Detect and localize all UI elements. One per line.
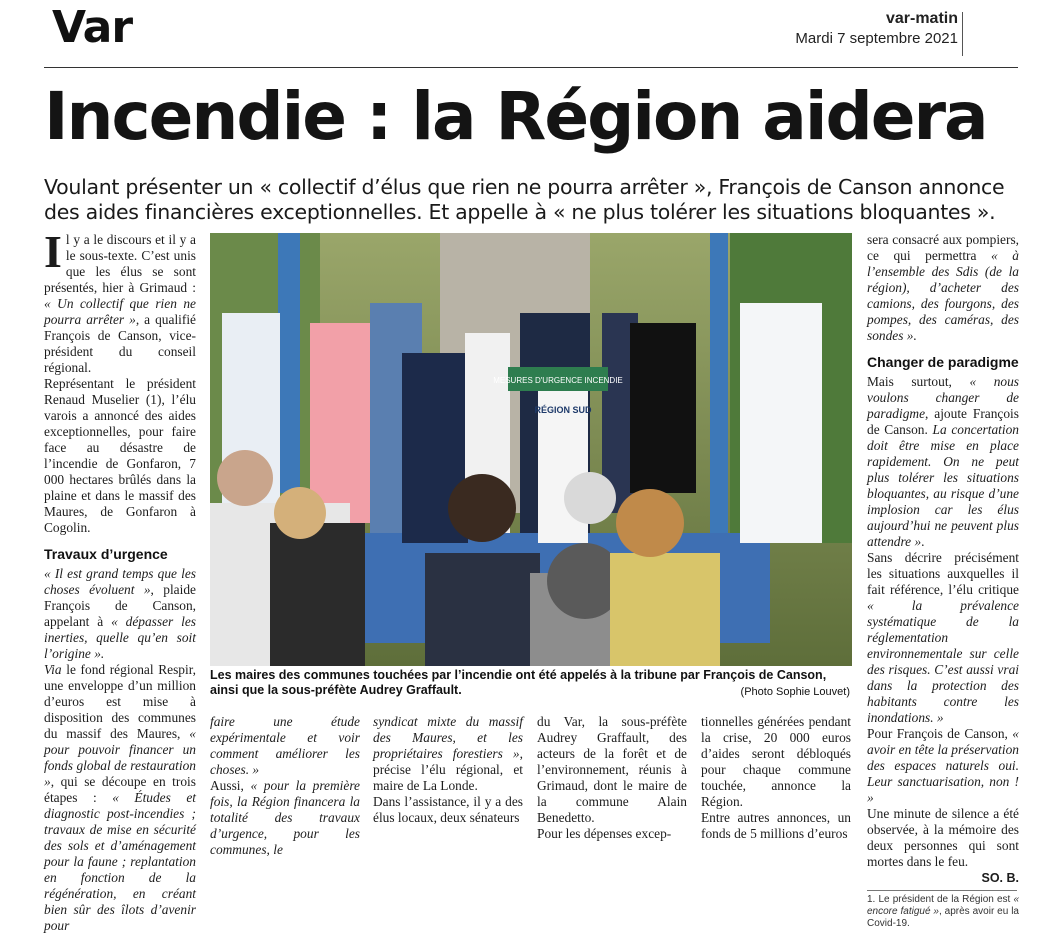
top-rule bbox=[44, 67, 1018, 68]
section-rubric: Var bbox=[52, 2, 133, 53]
article-headline: Incendie : la Région aidera bbox=[44, 78, 987, 155]
footnote: 1. Le président de la Région est « encore fatigué », après avoir eu la Covid-19. bbox=[867, 894, 1019, 929]
article-photo bbox=[210, 233, 852, 666]
column-5: tionnelles générées pendant la crise, 20 000 euros d’aides seront débloqués pour chaque commune touchée, annonce la Région. Entre autres annonces, un fonds de 5 millions d’euros bbox=[701, 714, 851, 841]
photo-caption bbox=[210, 668, 852, 698]
column-4: du Var, la sous-préfète Audrey Graffault, des acteurs de la forêt et de l’environnement, réunis à Grimaud, dont le maire de la commune Alain Benedetto. Pour les dépenses excep- bbox=[537, 714, 687, 841]
subheading-paradigme: Changer de paradigme bbox=[867, 354, 1019, 370]
masthead bbox=[795, 10, 958, 47]
banner-text: MESURES D'URGENCE INCENDIE bbox=[493, 376, 623, 385]
paragraph: Représentant le président Renaud Muselier (1), l’élu varois a annoncé des aides exceptionnelles, pour faire face au désastre de l’incendie de Gonfaron, 7 000 hectares brûlés dans la plaine et dans le massif des Maures, de Gonfaron à Cogolin. bbox=[44, 376, 196, 535]
photo-illustration bbox=[210, 233, 852, 666]
author-signature: SO. B. bbox=[981, 871, 1019, 885]
photo-credit: (Photo Sophie Louvet) bbox=[740, 686, 850, 698]
article-standfirst: Voulant présenter un « collectif d’élus que rien ne pourra arrêter », François de Canson annonce des aides financières exceptionnelles. Et appelle à « ne plus tolérer les situations bloquantes ». bbox=[44, 175, 1005, 224]
column-6: sera consacré aux pompiers, ce qui permettra « à l’ensemble des Sdis (de la région), d’acheter des camions, des fourgons, des pompes, des caméras, des sondes ». Changer de paradigme Mais surtout, « nous voulons changer de paradigme, ajoute François de Canson. La concertation doit être mise en place rapidement. On ne peut plus tolérer les situations bloquantes, au risque d’une implosion car les élus aujourd’hui ne peuvent plus attendre ». Sans décrire précisément les situations auxquelles il fait référence, l’élu critique « la prévalence systématique de la réglementation environnementale sur celle des risques. C’est aussi vrai dans la protection des habitants contre les inondations. » Pour François de Canson, « avoir en tête la préservation des espaces naturels oui. Leur sanctuarisation, non ! » Une minute de silence a été observée, à la mémoire des deux personnes qui sont mortes dans le feu. SO. B. 1. Le président de la Région est « encore fatigué », après avoir eu la Covid-19. bbox=[867, 232, 1020, 929]
drop-cap: I bbox=[44, 226, 62, 277]
publication-date: Mardi 7 septembre 2021 bbox=[795, 30, 958, 47]
header-divider bbox=[962, 12, 963, 56]
footnote-rule bbox=[867, 890, 1017, 891]
subheading-urgence: Travaux d’urgence bbox=[44, 546, 168, 562]
caption-text: Les maires des communes touchées par l’incendie ont été appelés à la tribune par François de Canson, ainsi que la sous-préfète Audrey Graffault. bbox=[210, 668, 827, 697]
column-2: faire une étude expérimentale et voir comment améliorer les choses. » Aussi, « pour la première fois, la Région financera la totalité des travaux d’urgence, pour les communes, le bbox=[210, 714, 360, 857]
newspaper-brand: var-matin bbox=[885, 10, 958, 27]
column-3: syndicat mixte du massif des Maures, et les propriétaires forestiers », précise l’élu régional, et maire de La Londe. Dans l’assistance, il y a des élus locaux, deux sénateurs bbox=[373, 714, 523, 825]
column-1: Il y a le discours et il y a le sous-texte. C’est unis que les élus se sont présentés, hier à Grimaud : « Un collectif que rien ne pourra arrêter », a qualifié François de Canson, vice-président du conseil régional. Représentant le président Renaud Muselier (1), l’élu varois a annoncé des aides exceptionnelles, pour faire face au désastre de l’incendie de Gonfaron, 7 000 hectares brûlés dans la plaine et dans le massif des Maures, de Gonfaron à Cogolin. Travaux d’urgence « Il est grand temps que les choses évoluent », plaide François de Canson, appelant à « dépasser les inerties, quelle qu’en soit l’origine ». Via le fond régional Respir, une enveloppe d’un million d’euros est mise à disposition des communes du massif des Maures, « pour pouvoir financer un fonds global de restauration », qui se découpe en trois étapes : « Études et diagnostic post-incendies ; travaux de mise en sécurité des sols et d’aménagement pour la faune ; replantation en fonction de la régénération, en créant bien sûr des îlots d’avenir pour bbox=[44, 226, 197, 933]
lectern-text: RÉGION SUD bbox=[534, 405, 592, 415]
